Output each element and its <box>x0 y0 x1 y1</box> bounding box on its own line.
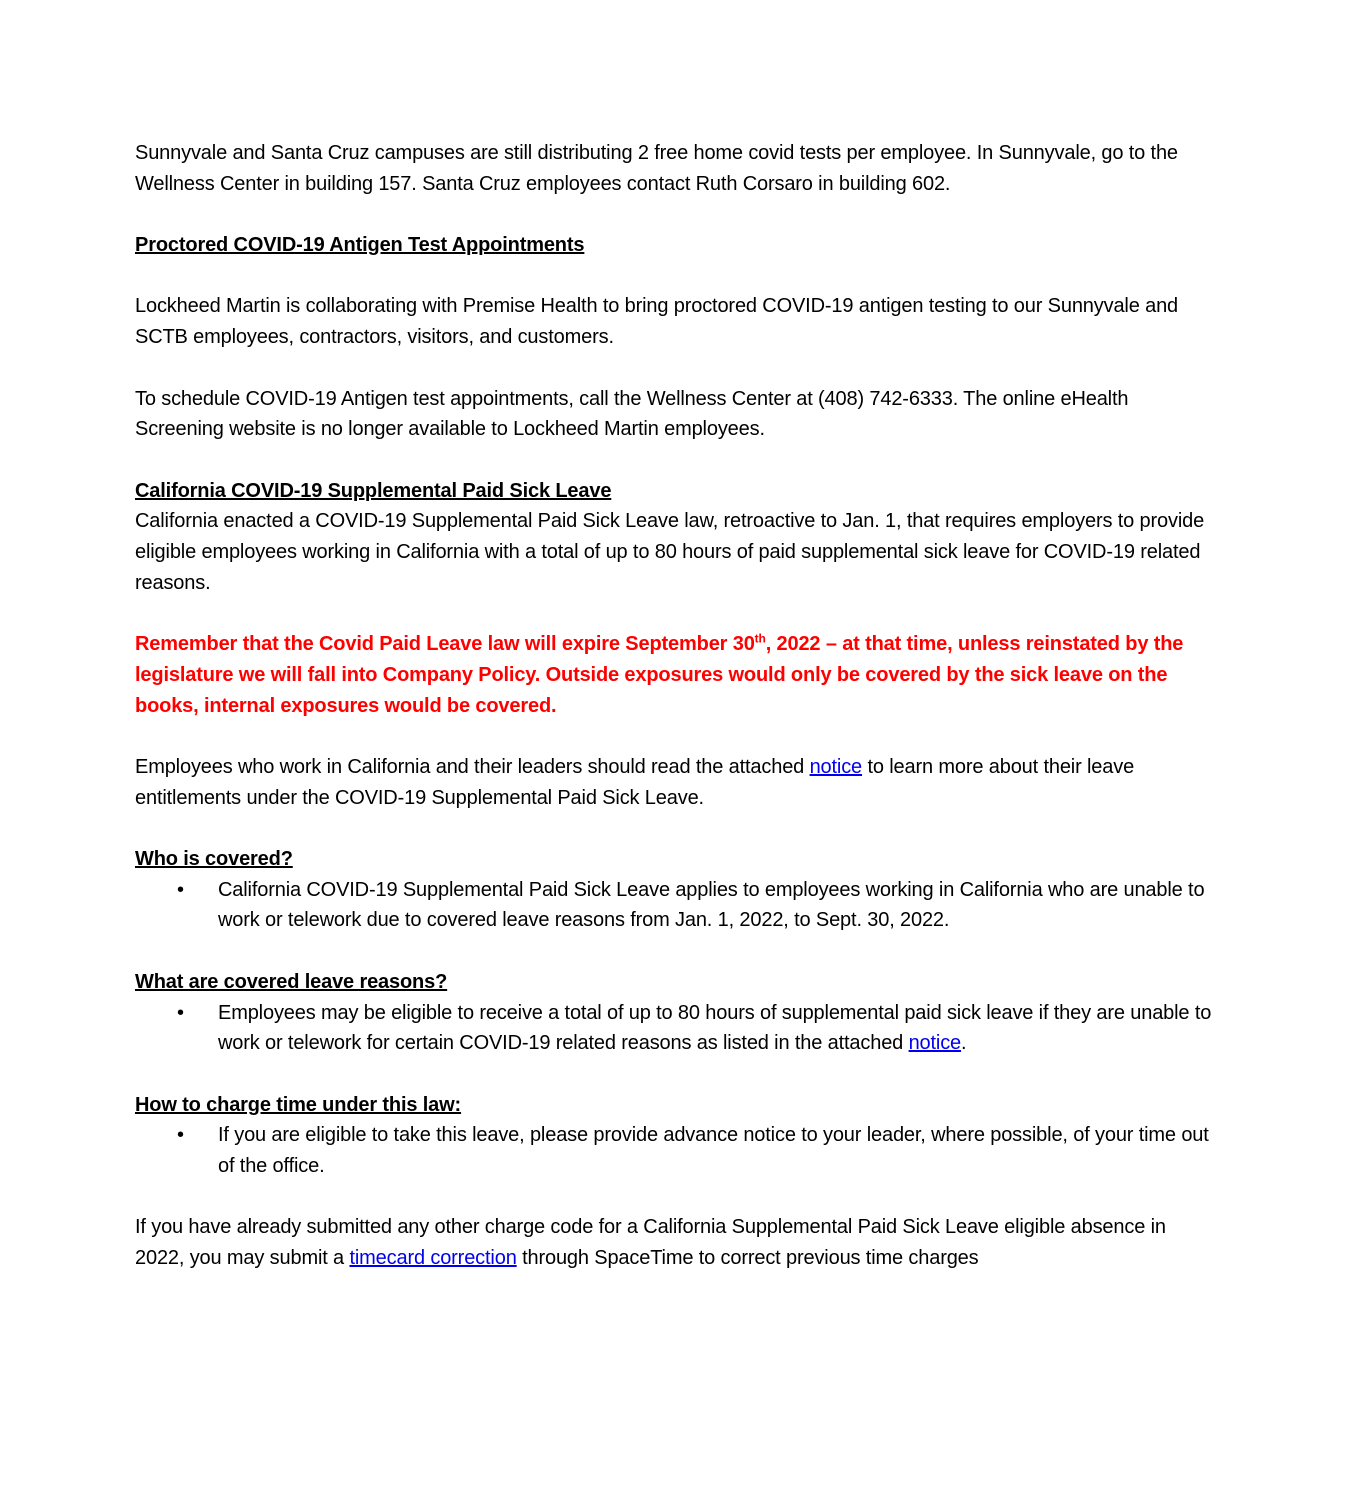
who-covered-list <box>135 875 1215 936</box>
who-covered-heading: Who is covered? <box>135 848 293 871</box>
proctored-paragraph-2: To schedule COVID-19 Antigen test appointments, call the Wellness Center at (408) 742-6333. The online eHealth Screening website is no longer available to Lockheed Martin employees. <box>135 387 1129 441</box>
list-item <box>135 998 1215 1059</box>
reasons-notice-link[interactable]: notice <box>908 1032 962 1055</box>
document-page <box>135 138 1215 1274</box>
closing-text-end: through SpaceTime to correct previous time charges <box>516 1247 979 1270</box>
alert-superscript: th <box>754 631 766 646</box>
bullet-icon: • <box>177 1001 184 1024</box>
bullet-icon: • <box>177 1124 184 1147</box>
alert-text-end: , 2022 – at that time, unless reinstated by the legislature we will fall into Company Policy. Outside exposures would only be covered by the sick leave on the books, internal exposures would be covered. <box>135 633 1184 717</box>
timecard-correction-link[interactable]: timecard correction <box>349 1247 517 1270</box>
notice-text-start: Employees who work in California and their leaders should read the attached <box>135 755 810 778</box>
list-item <box>135 875 1215 936</box>
california-heading: California COVID-19 Supplemental Paid Sick Leave <box>135 479 612 502</box>
list-item-text: California COVID-19 Supplemental Paid Sick Leave applies to employees working in California who are unable to work or telework due to covered leave reasons from Jan. 1, 2022, to Sept. 30, 2022. <box>218 878 1205 932</box>
list-item-text-end: . <box>961 1032 967 1055</box>
proctored-paragraph-1: Lockheed Martin is collaborating with Premise Health to bring proctored COVID-19 antigen testing to our Sunnyvale and SCTB employees, contractors, visitors, and customers. <box>135 295 1179 349</box>
closing-paragraph <box>135 1212 1215 1273</box>
list-item-text: Employees may be eligible to receive a total of up to 80 hours of supplemental paid sick leave if they are unable to work or telework for certain COVID-19 related reasons as listed in the attached <box>218 1001 1212 1055</box>
proctored-heading: Proctored COVID-19 Antigen Test Appointments <box>135 234 585 257</box>
expiration-alert <box>135 629 1215 721</box>
notice-link[interactable]: notice <box>809 755 863 778</box>
alert-text-start: Remember that the Covid Paid Leave law will expire September 30 <box>135 633 755 656</box>
notice-text-end: to learn more about their leave entitlements under the COVID-19 Supplemental Paid Sick Leave. <box>135 755 1135 809</box>
notice-paragraph <box>135 752 1215 813</box>
reasons-list <box>135 998 1215 1059</box>
list-item <box>135 1120 1215 1181</box>
bullet-icon: • <box>177 878 184 901</box>
list-item-text: If you are eligible to take this leave, please provide advance notice to your leader, where possible, of your time out of the office. <box>218 1124 1209 1178</box>
charge-time-list <box>135 1120 1215 1181</box>
california-paragraph: California enacted a COVID-19 Supplemental Paid Sick Leave law, retroactive to Jan. 1, that requires employers to provide eligible employees working in California with a total of up to 80 hours of paid supplemental sick leave for COVID-19 related reasons. <box>135 510 1205 594</box>
reasons-heading: What are covered leave reasons? <box>135 970 448 993</box>
intro-paragraph: Sunnyvale and Santa Cruz campuses are still distributing 2 free home covid tests per employee. In Sunnyvale, go to the Wellness Center in building 157. Santa Cruz employees contact Ruth Corsaro in building 602. <box>135 142 1178 195</box>
charge-time-heading: How to charge time under this law: <box>135 1093 462 1116</box>
closing-text-start: If you have already submitted any other charge code for a California Supplemental Paid Sick Leave eligible absence in 2022, you may submit a <box>135 1216 1166 1270</box>
